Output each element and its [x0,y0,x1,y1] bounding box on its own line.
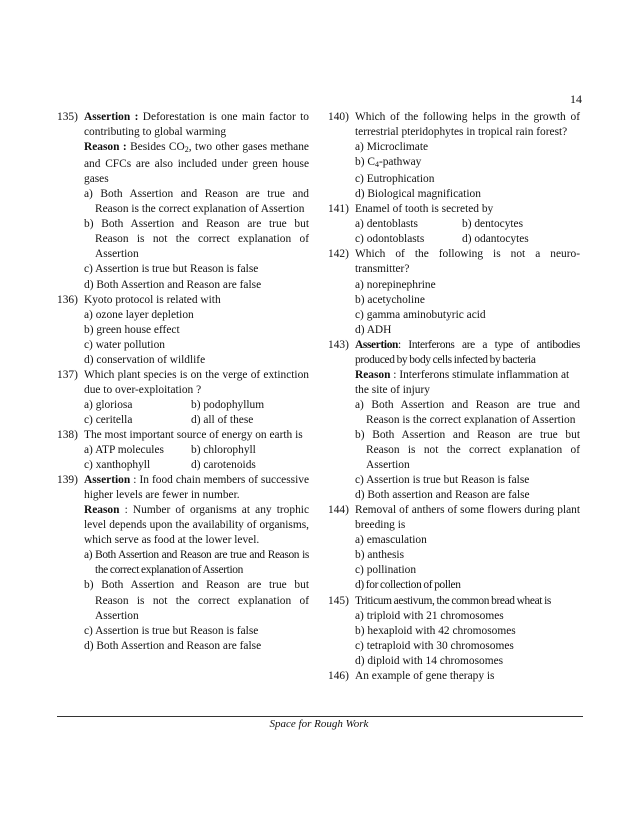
question-144 [328,503,580,593]
option-b: b) green house effect [84,323,180,336]
option-d: d) Both Assertion and Reason are false [84,639,262,652]
option-a: a) emasculation [355,534,427,547]
option-d: d) for collection of pollen [355,579,461,592]
option-row [84,398,309,413]
question-142 [328,247,580,337]
option-a: a) Microclimate [355,141,429,154]
option-a: a) norepinephrine [355,278,436,291]
question-136 [57,293,309,368]
reason-label: Reason : [84,141,127,154]
question-number: 142) [328,248,349,261]
question-number: 141) [328,203,349,216]
option-c: c) Assertion is true but Reason is false [84,263,259,276]
option-b: b) podophyllum [191,398,265,411]
reason-text: Reason : Besides $CO_2$, two other gases methane and CFCs are also included under green house gases [84,141,309,186]
left-column [57,110,309,654]
option-a: a) ATP molecules [84,444,164,457]
reason-text: Reason : Number of organisms at any trophic level depends upon the availability of organisms, which serve as food at the lower level. [84,504,309,547]
question-number: 144) [328,504,349,517]
assertion-text: Assertion : In food chain members of successive higher levels are fewer in number. [84,474,309,502]
question-145 [328,594,580,669]
page-number: 14 [570,92,582,106]
option-c: c) Eutrophication [355,173,435,186]
question-text: Kyoto protocol is related with [84,293,221,306]
option-c: c) Assertion is true but Reason is false [84,624,259,637]
option-a: a) gloriosa [84,398,133,411]
option-d: d) Both assertion and Reason are false [355,489,530,502]
question-number: 137) [57,368,78,381]
option-d: d) conservation of wildlife [84,353,206,366]
assertion-label: Assertion [355,338,399,351]
option-a: a) triploid with 21 chromosomes [355,609,504,622]
footer-divider [57,716,583,717]
question-140 [328,110,580,202]
option-d: d) Biological magnification [355,188,481,201]
option-a: a) Both Assertion and Reason are true and Reason is the correct explanation of Assertion [355,398,580,426]
option-d: d) carotenoids [191,459,256,472]
option-b: b) anthesis [355,549,405,562]
option-a: a) Both Assertion and Reason are true and Reason is the correct explanation of Assertion [84,549,309,577]
option-c: c) Assertion is true but Reason is false [355,474,530,487]
option-b: b) Both Assertion and Reason are true but Reason is not the correct explanation of Assertion [84,579,309,622]
option-a: a) Both Assertion and Reason are true and Reason is the correct explanation of Assertion [84,188,309,216]
option-row [355,232,580,247]
question-146 [328,669,580,684]
reason-label: Reason [84,504,120,517]
option-c: c) odontoblasts [355,233,425,246]
question-number: 138) [57,428,78,441]
option-c: c) xanthophyll [84,459,151,472]
right-column [328,110,580,684]
option-row [84,458,309,473]
option-b: b) chlorophyll [191,444,256,457]
option-a: a) dentoblasts [355,218,418,231]
option-b: b) dentocytes [462,218,524,231]
question-text: Removal of anthers of some flowers during plant breeding is [355,504,580,532]
option-c: c) water pollution [84,338,165,351]
option-d: d) Both Assertion and Reason are false [84,278,262,291]
question-number: 135) [57,111,78,123]
question-139 [57,473,309,654]
option-d: d) all of these [191,413,254,426]
question-141 [328,202,580,247]
assertion-text: Assertion : Deforestation is one main factor to contributing to global warming [84,111,309,139]
question-text: Triticum aestivum, the common bread wheat is [355,594,551,607]
option-b: b) Both Assertion and Reason are true but Reason is not the correct explanation of Assertion [355,428,580,472]
question-number: 136) [57,293,78,306]
option-row [84,413,309,428]
question-number: 143) [328,338,349,351]
question-135 [57,110,309,293]
assertion-label: Assertion : [84,111,139,123]
option-d: d) ADH [355,323,392,336]
option-c: c) ceritella [84,413,133,426]
option-d: d) odantocytes [462,233,529,246]
option-b: b) Both Assertion and Reason are true but Reason is not the correct explanation of Assertion [84,218,309,261]
question-text: Which of the following is not a neuro-transmitter? [355,248,580,276]
option-b: b) hexaploid with 42 chromosomes [355,624,516,637]
option-d: d) diploid with 14 chromosomes [355,654,504,667]
question-number: 146) [328,669,349,682]
assertion-text: Assertion: Interferons are a type of antibodies produced by body cells infected by bacteria [355,338,580,366]
option-b: b) $C_4$-pathway [355,156,422,170]
question-text: Which of the following helps in the growth of terrestrial pteridophytes in tropical rain forest? [355,111,580,139]
question-text: The most important source of energy on earth is [84,428,303,441]
option-row [84,443,309,458]
option-c: c) pollination [355,564,417,577]
reason-label: Reason [355,368,391,381]
option-c: c) gamma aminobutyric acid [355,308,486,321]
question-137 [57,368,309,428]
question-number: 145) [328,594,349,607]
question-text: An example of gene therapy is [355,669,495,682]
question-text: Enamel of tooth is secreted by [355,203,494,216]
assertion-label: Assertion [84,474,131,487]
option-a: a) ozone layer depletion [84,308,194,321]
question-138 [57,428,309,473]
option-row [355,217,580,232]
question-143 [328,338,580,504]
question-number: 139) [57,474,78,487]
question-number: 140) [328,111,349,123]
question-text: Which plant species is on the verge of extinction due to over-exploitation ? [84,368,309,396]
option-c: c) tetraploid with 30 chromosomes [355,639,514,652]
reason-text: Reason : Interferons stimulate inflammation at the site of injury [355,368,570,396]
option-b: b) acetycholine [355,293,425,306]
rough-work-footer: Space for Rough Work [269,718,369,730]
